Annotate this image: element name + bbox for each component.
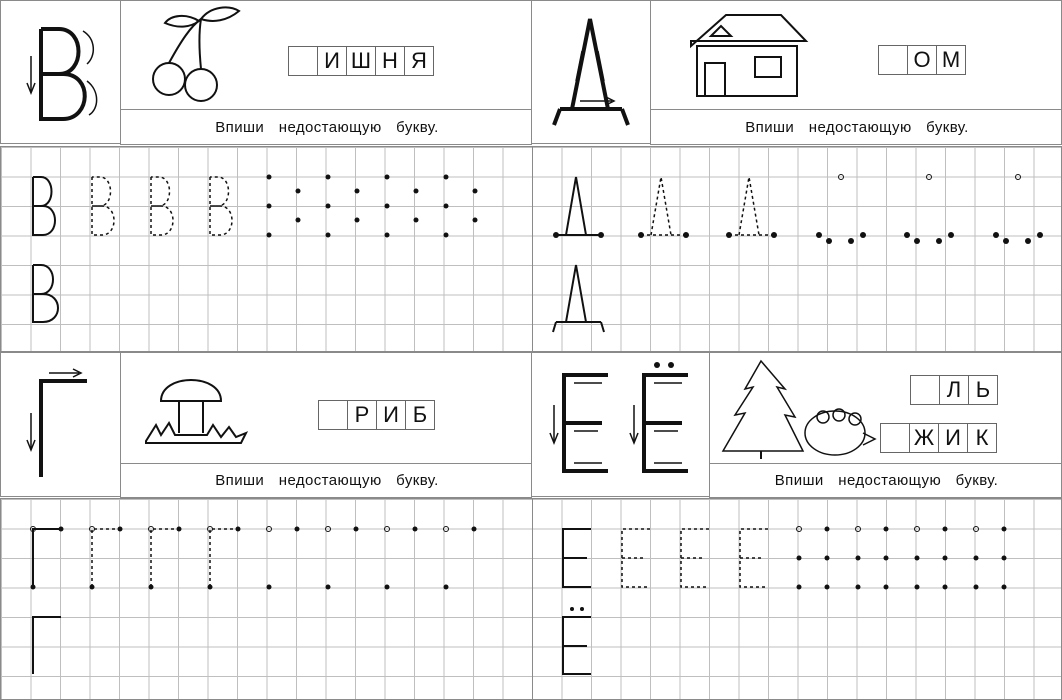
- word-letter: Р: [347, 400, 377, 430]
- instruction-panel-e: [709, 463, 1062, 498]
- house-picture: [681, 1, 811, 111]
- instruction-text: Впиши недостающую букву.: [774, 472, 999, 489]
- task-panel-g: [120, 352, 532, 464]
- task-panel-d: [650, 0, 1062, 110]
- letter-g-glyph: [1, 353, 122, 498]
- word-letter: Ь: [968, 375, 998, 405]
- mushroom-picture: [141, 353, 261, 463]
- word-letter: И: [938, 423, 968, 453]
- instruction-text: Впиши недостающую букву.: [215, 472, 439, 489]
- tracing-letters-g-e: [1, 499, 1062, 700]
- word-letter: Я: [404, 46, 434, 76]
- word-letter: Л: [939, 375, 969, 405]
- word-dom: [878, 45, 966, 75]
- cherry-picture: [141, 1, 261, 111]
- missing-letter-box[interactable]: [880, 423, 910, 453]
- letter-d-model: [531, 0, 651, 144]
- practice-grid-top[interactable]: [0, 146, 1062, 352]
- word-letter: Н: [375, 46, 405, 76]
- word-vishnya: [288, 46, 434, 76]
- task-panel-v: [120, 0, 532, 110]
- word-zhik: [880, 423, 997, 453]
- instruction-panel-d: [650, 109, 1062, 145]
- word-letter: О: [907, 45, 937, 75]
- word-el: [910, 375, 998, 405]
- missing-letter-box[interactable]: [878, 45, 908, 75]
- word-letter: К: [967, 423, 997, 453]
- letter-e-yo-model: [531, 352, 710, 497]
- letter-v-glyph: [1, 1, 122, 145]
- word-letter: И: [376, 400, 406, 430]
- word-letter: И: [317, 46, 347, 76]
- word-grib: [318, 400, 435, 430]
- spruce-hedgehog-picture: [715, 353, 885, 463]
- practice-grid-bottom[interactable]: [0, 498, 1062, 700]
- missing-letter-box[interactable]: [318, 400, 348, 430]
- word-letter: Ж: [909, 423, 939, 453]
- missing-letter-box[interactable]: [910, 375, 940, 405]
- missing-letter-box[interactable]: [288, 46, 318, 76]
- instruction-panel-g: [120, 463, 532, 498]
- letter-g-model: [0, 352, 121, 497]
- word-letter: Ш: [346, 46, 376, 76]
- task-panel-e: [709, 352, 1062, 464]
- word-letter: М: [936, 45, 966, 75]
- instruction-text: Впиши недостающую букву.: [215, 119, 439, 136]
- letter-e-yo-glyph: [532, 353, 711, 498]
- word-letter: Б: [405, 400, 435, 430]
- tracing-letters-v-d: [1, 147, 1062, 353]
- letter-v-model: [0, 0, 121, 144]
- instruction-panel-v: [120, 109, 532, 145]
- letter-d-glyph: [532, 1, 652, 145]
- instruction-text: Впиши недостающую букву.: [745, 119, 969, 136]
